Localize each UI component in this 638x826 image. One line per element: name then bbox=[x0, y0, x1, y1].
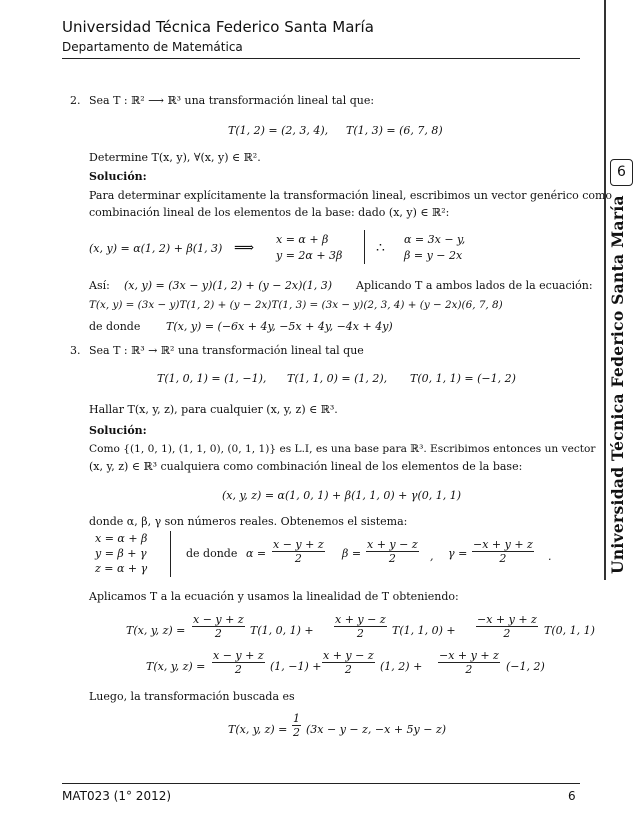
problem-2-asi-label: Así: bbox=[89, 279, 110, 292]
header-rule bbox=[62, 58, 580, 59]
problem-2-asi-equation: (x, y) = (3x − y)(1, 2) + (y − 2x)(1, 3) bbox=[124, 279, 332, 292]
problem-3-system-row-2: y = β + γ bbox=[95, 547, 147, 560]
eq2-frac-1 bbox=[212, 649, 265, 676]
eq1-frac-2-den: 2 bbox=[356, 627, 364, 640]
problem-2-number: 2. bbox=[70, 94, 81, 107]
eq1-lhs: T(x, y, z) = bbox=[126, 624, 186, 637]
alpha-numerator: x − y + z bbox=[273, 538, 324, 551]
university-title: Universidad Técnica Federico Santa María bbox=[62, 18, 374, 36]
problem-3-given-1: T(1, 0, 1) = (1, −1), bbox=[157, 372, 267, 385]
eq2-frac-3-num: −x + y + z bbox=[439, 649, 499, 662]
problem-2-intro-line-2: combinación lineal de los elementos de la base: dado (x, y) ∈ ℝ²: bbox=[89, 206, 450, 219]
eq1-frac-1 bbox=[192, 613, 245, 640]
problem-2-system-row-1: x = α + β bbox=[276, 233, 329, 246]
gamma-equals: γ = bbox=[448, 547, 468, 560]
problem-3-de-donde: de donde bbox=[186, 547, 238, 560]
beta-numerator: x + y − z bbox=[367, 538, 418, 551]
eq1-frac-2 bbox=[334, 613, 387, 640]
beta-equals: β = bbox=[342, 547, 362, 560]
beta-denominator: 2 bbox=[388, 552, 396, 565]
eq2-frac-2-den: 2 bbox=[344, 663, 352, 676]
final-denominator: 2 bbox=[293, 726, 300, 739]
final-lhs: T(x, y, z) = bbox=[228, 723, 288, 736]
final-fraction bbox=[292, 712, 301, 739]
problem-3-given-3: T(0, 1, 1) = (−1, 2) bbox=[410, 372, 516, 385]
problem-3-donde-text: donde α, β, γ son números reales. Obtenemos el sistema: bbox=[89, 515, 408, 528]
eq1-frac-1-den: 2 bbox=[214, 627, 222, 640]
problem-2-task: Determine T(x, y), ∀(x, y) ∈ ℝ². bbox=[89, 151, 261, 164]
footer-course: MAT023 (1° 2012) bbox=[62, 789, 172, 803]
problem-2-apply-text: Aplicando T a ambos lados de la ecuación: bbox=[356, 279, 593, 292]
alpha-equals: α = bbox=[246, 547, 267, 560]
eq1-term-3: T(0, 1, 1) bbox=[544, 624, 595, 637]
eq1-frac-3 bbox=[476, 613, 538, 640]
problem-2-result-row-2: β = y − 2x bbox=[404, 249, 463, 262]
problem-2-given-1: T(1, 2) = (2, 3, 4), bbox=[228, 124, 329, 137]
problem-3-apply-text: Aplicamos T a la ecuación y usamos la linealidad de T obteniendo: bbox=[89, 590, 459, 603]
problem-2-statement: Sea T : ℝ² ⟶ ℝ³ una transformación lineal tal que: bbox=[89, 94, 375, 107]
eq2-frac-3 bbox=[438, 649, 500, 676]
problem-2-combination: (x, y) = α(1, 2) + β(1, 3) bbox=[89, 242, 223, 255]
problem-2-T-expansion: T(x, y) = (3x − y)T(1, 2) + (y − 2x)T(1, 3) = (3x − y)(2, 3, 4) + (y − 2x)(6, 7, 8) bbox=[89, 299, 503, 311]
sidebar-university-text: Universidad Técnica Federico Santa María bbox=[608, 195, 627, 574]
footer-rule bbox=[62, 783, 580, 784]
problem-3-como-line-1: Como {(1, 0, 1), (1, 1, 0), (0, 1, 1)} es L.I, es una base para ℝ³. Escribimos entonces un vector bbox=[89, 443, 596, 455]
problem-3-luego: Luego, la transformación buscada es bbox=[89, 690, 295, 703]
eq2-term-1: (1, −1) + bbox=[270, 660, 322, 673]
problem-3-combination: (x, y, z) = α(1, 0, 1) + β(1, 1, 0) + γ(0, 1, 1) bbox=[222, 489, 462, 502]
eq1-frac-3-den: 2 bbox=[503, 627, 511, 640]
eq2-term-3: (−1, 2) bbox=[506, 660, 545, 673]
sidebar-page-number: 6 bbox=[610, 159, 633, 186]
final-numerator: 1 bbox=[293, 712, 300, 725]
alpha-denominator: 2 bbox=[294, 552, 302, 565]
implies-symbol: ⟹ bbox=[234, 240, 255, 256]
gamma-denominator: 2 bbox=[499, 552, 507, 565]
therefore-symbol: ∴ bbox=[376, 240, 385, 256]
eq2-frac-1-num: x − y + z bbox=[213, 649, 264, 662]
eq2-frac-2 bbox=[322, 649, 375, 676]
eq1-term-1: T(1, 0, 1) + bbox=[250, 624, 314, 637]
eq1-frac-2-num: x + y − z bbox=[335, 613, 386, 626]
gamma-fraction bbox=[472, 538, 534, 565]
eq2-lhs: T(x, y, z) = bbox=[146, 660, 206, 673]
eq2-frac-3-den: 2 bbox=[465, 663, 473, 676]
department-subtitle: Departamento de Matemática bbox=[62, 40, 243, 54]
problem-3-system-row-3: z = α + γ bbox=[95, 562, 148, 575]
problem-3-given-2: T(1, 1, 0) = (1, 2), bbox=[287, 372, 388, 385]
alpha-fraction bbox=[272, 538, 325, 565]
problem-3-solution-label: Solución: bbox=[89, 424, 147, 437]
problem-2-solution-label: Solución: bbox=[89, 170, 147, 183]
eq1-frac-1-num: x − y + z bbox=[193, 613, 244, 626]
problem-2-de-donde: de donde bbox=[89, 320, 141, 333]
problem-2-system-row-2: y = 2α + 3β bbox=[276, 249, 343, 262]
beta-fraction bbox=[366, 538, 419, 565]
eq2-frac-1-den: 2 bbox=[234, 663, 242, 676]
problem-2-intro-line-1: Para determinar explícitamente la transformación lineal, escribimos un vector genérico como bbox=[89, 189, 613, 202]
eq1-term-2: T(1, 1, 0) + bbox=[392, 624, 456, 637]
problem-3-como-line-2: (x, y, z) ∈ ℝ³ cualquiera como combinación lineal de los elementos de la base: bbox=[89, 460, 523, 473]
gamma-numerator: −x + y + z bbox=[473, 538, 533, 551]
beta-comma: , bbox=[430, 550, 434, 563]
problem-3-system-row-1: x = α + β bbox=[95, 532, 148, 545]
problem-3-statement: Sea T : ℝ³ → ℝ² una transformación lineal tal que bbox=[89, 344, 364, 357]
problem-3-number: 3. bbox=[70, 344, 81, 357]
footer-page-number: 6 bbox=[568, 789, 576, 803]
problem-2-result: T(x, y) = (−6x + 4y, −5x + 4y, −4x + 4y) bbox=[166, 320, 393, 333]
gamma-period: . bbox=[548, 550, 552, 563]
final-rhs: (3x − y − z, −x + 5y − z) bbox=[306, 723, 447, 736]
eq2-frac-2-num: x + y − z bbox=[323, 649, 374, 662]
problem-3-task: Hallar T(x, y, z), para cualquier (x, y, z) ∈ ℝ³. bbox=[89, 403, 338, 416]
eq2-term-2: (1, 2) + bbox=[380, 660, 423, 673]
problem-2-result-row-1: α = 3x − y, bbox=[404, 233, 466, 246]
eq1-frac-3-num: −x + y + z bbox=[477, 613, 537, 626]
problem-2-given-2: T(1, 3) = (6, 7, 8) bbox=[346, 124, 443, 137]
